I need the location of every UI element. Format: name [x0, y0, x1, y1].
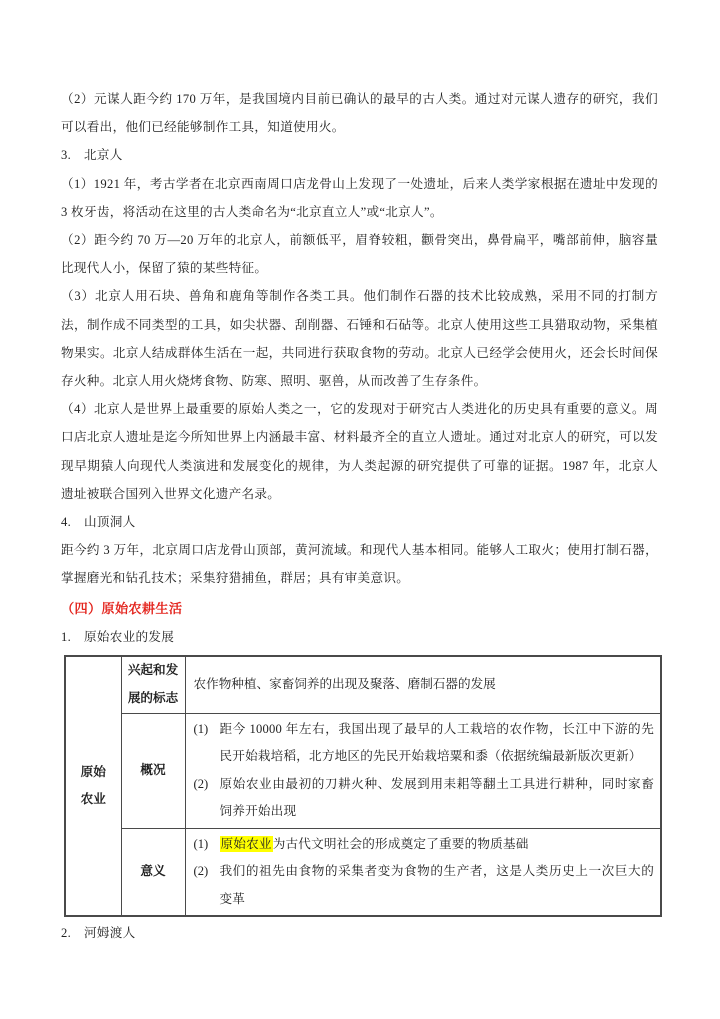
heading-shandingdong: 4. 山顶洞人 — [61, 515, 136, 530]
table-cell-gaikuang — [185, 713, 661, 828]
list-item-text: 我们的祖先由食物的采集者变为食物的生产者，这是人类历史上一次巨大的变革 — [219, 864, 654, 906]
list-item-text-rest: 为古代文明社会的形成奠定了重要的物质基础 — [272, 836, 529, 851]
table-row — [65, 656, 661, 713]
paragraph-shandingdong: 距今约 3 万年，北京周口店龙骨山顶部，黄河流域。和现代人基本相同。能够人工取火；使用打制石器，掌握磨光和钻孔技术；采集狩猎捕鱼，群居；具有审美意识。 — [61, 543, 658, 586]
table-rowgroup-label: 原始农业 — [65, 656, 121, 916]
table-row-label-gaikuang: 概况 — [121, 713, 185, 828]
list-item-text — [220, 831, 655, 859]
heading-beijingren: 3. 北京人 — [61, 148, 123, 163]
paragraph-beijing-features: （2）距今约 70 万—20 万年的北京人，前额低平，眉脊较粗，颧骨突出，鼻骨扁平，嘴部前伸，脑容量比现代人小，保留了猿的某些特征。 — [61, 233, 658, 276]
table-row-label-biaozhi: 兴起和发展的标志 — [121, 656, 185, 713]
list-item — [194, 771, 655, 826]
document-content — [61, 85, 658, 947]
table-cell-biaozhi — [185, 656, 661, 713]
list-item — [194, 858, 655, 913]
list-item — [194, 831, 655, 859]
table-cell-text: 农作物种植、家畜饲养的出现及聚落、磨制石器的发展 — [193, 677, 496, 692]
table-row — [65, 828, 661, 916]
paragraph-beijing-discovery: （1）1921 年，考古学者在北京西南周口店龙骨山上发现了一处遗址，后来人类学家根据在遗址中发现的 3 枚牙齿，将活动在这里的古人类命名为“北京直立人”或“北京人”。 — [61, 176, 658, 219]
list-item-text: 原始农业由最初的刀耕火种、发展到用耒耜等翻土工具进行耕种，同时家畜饲养开始出现 — [219, 776, 654, 819]
highlight-mark: 原始农业 — [220, 836, 272, 851]
primitive-agriculture-table — [64, 655, 662, 917]
paragraph-yuanmou: （2）元谋人距今约 170 万年，是我国境内目前已确认的最早的古人类。通过对元谋人遗存的研究，我们可以看出，他们已经能够制作工具，知道使用火。 — [61, 92, 658, 135]
paragraph-beijing-tools: （3）北京人用石块、兽角和鹿角等制作各类工具。他们制作石器的技术比较成熟，采用不同的打制方法，制作成不同类型的工具，如尖状器、刮削器、石锤和石砧等。北京人使用这些工具猎取动物，采集植物果实。北京人结成群体生活在一起，共同进行获取食物的劳动。北京人已经学会使用火，还会长时间保存火种。北京人用火烧烤食物、防寒、照明、驱兽，从而改善了生存条件。 — [61, 289, 658, 389]
list-item-number: (2) — [193, 776, 209, 791]
list-item-text: 距今 10000 年左右，我国出现了最早的人工栽培的农作物，长江中下游的先民开始栽培稻，北方地区的先民开始栽培粟和黍（依据统编最新版次更新） — [219, 721, 654, 764]
table-cell-yiyi — [185, 828, 661, 916]
section-heading-nongeng: （四）原始农耕生活 — [61, 600, 183, 616]
table-row — [65, 713, 661, 828]
list-item-number: (1) — [193, 836, 209, 851]
table-row-label-yiyi: 意义 — [121, 828, 185, 916]
heading-agriculture-dev: 1. 原始农业的发展 — [61, 629, 175, 644]
paragraph-beijing-significance: （4）北京人是世界上最重要的原始人类之一，它的发现对于研究古人类进化的历史具有重要的意义。周口店北京人遗址是迄今所知世界上内涵最丰富、材料最齐全的直立人遗址。通过对北京人的研究，可以发现早期猿人向现代人类演进和发展变化的规律，为人类起源的研究提供了可靠的证据。1987 年，北京人遗址被联合国列入世界文化遗产名录。 — [61, 402, 658, 501]
list-item-number: (1) — [193, 721, 209, 736]
heading-hemudu: 2. 河姆渡人 — [61, 926, 136, 941]
list-item-number: (2) — [193, 864, 209, 879]
list-item — [194, 716, 655, 771]
